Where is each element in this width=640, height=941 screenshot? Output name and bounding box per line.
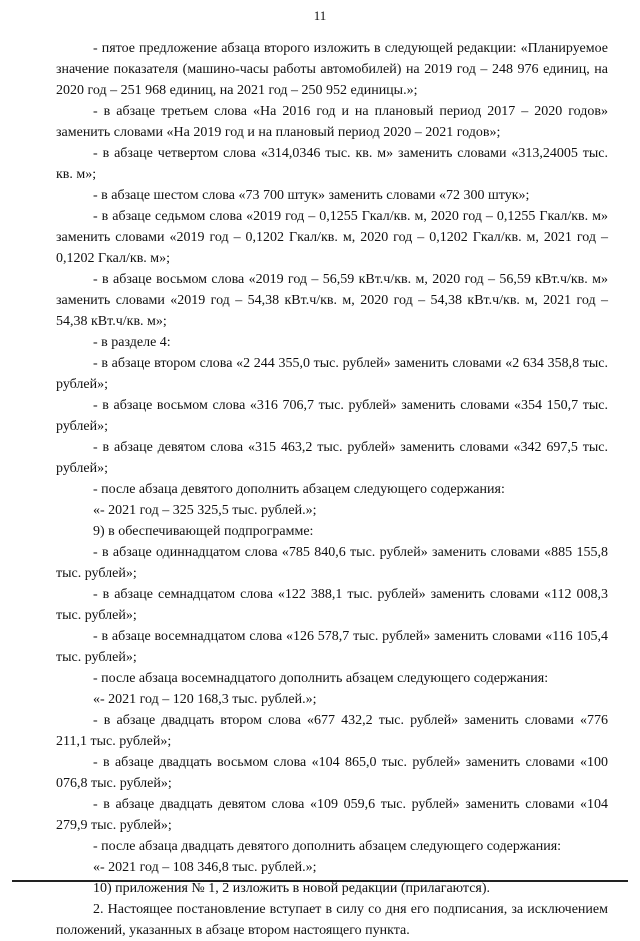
paragraph-3: - в абзаце четвертом слова «314,0346 тыс. кв. м» заменить словами «313,24005 тыс. кв. м»;: [56, 146, 608, 182]
paragraph-23: «- 2021 год – 108 346,8 тыс. рублей.»;: [93, 860, 317, 875]
paragraph-10: - в абзаце девятом слова «315 463,2 тыс. рублей» заменить словами «342 697,5 тыс. рублей»;: [56, 440, 608, 476]
paragraph-1: - пятое предложение абзаца второго изложить в следующей редакции: «Планируемое значение показателя (машино-часы работы автомобилей) на 2019 год – 248 976 единиц, на 2020 год – 251 968 единиц, на 2021 год – 250 952 единицы.»;: [56, 41, 608, 98]
paragraph-21: - в абзаце двадцать девятом слова «109 059,6 тыс. рублей» заменить словами «104 279,9 тыс. рублей»;: [56, 797, 608, 833]
paragraph-15: - в абзаце семнадцатом слова «122 388,1 тыс. рублей» заменить словами «112 008,3 тыс. рублей»;: [56, 587, 608, 623]
footer-divider: [12, 880, 628, 882]
paragraph-19: - в абзаце двадцать втором слова «677 432,2 тыс. рублей» заменить словами «776 211,1 тыс. рублей»;: [56, 713, 608, 749]
document-body: [56, 38, 608, 941]
paragraph-14: - в абзаце одиннадцатом слова «785 840,6 тыс. рублей» заменить словами «885 155,8 тыс. рублей»;: [56, 545, 608, 581]
paragraph-22: - после абзаца двадцать девятого дополнить абзацем следующего содержания:: [93, 839, 562, 854]
page-number: 11: [313, 8, 327, 23]
paragraph-6: - в абзаце восьмом слова «2019 год – 56,59 кВт.ч/кв. м, 2020 год – 56,59 кВт.ч/кв. м» заменить словами «2019 год – 54,38 кВт.ч/кв. м, 2020 год – 54,38 кВт.ч/кв. м, 2021 год – 54,38 кВт.ч/кв. м»;: [56, 272, 608, 329]
paragraph-2: - в абзаце третьем слова «На 2016 год и на плановый период 2017 – 2020 годов» заменить словами «На 2019 год и на плановый период 2020 – 2021 годов»;: [56, 104, 608, 140]
paragraph-18: «- 2021 год – 120 168,3 тыс. рублей.»;: [93, 692, 317, 707]
paragraph-20: - в абзаце двадцать восьмом слова «104 865,0 тыс. рублей» заменить словами «100 076,8 тыс. рублей»;: [56, 755, 608, 791]
paragraph-25: 2. Настоящее постановление вступает в силу со дня его подписания, за исключением положений, указанных в абзаце втором настоящего пункта.: [56, 902, 608, 938]
paragraph-11: - после абзаца девятого дополнить абзацем следующего содержания:: [93, 482, 505, 497]
paragraph-12: «- 2021 год – 325 325,5 тыс. рублей.»;: [93, 503, 317, 518]
paragraph-4: - в абзаце шестом слова «73 700 штук» заменить словами «72 300 штук»;: [93, 188, 530, 203]
paragraph-9: - в абзаце восьмом слова «316 706,7 тыс. рублей» заменить словами «354 150,7 тыс. рублей»;: [56, 398, 608, 434]
paragraph-7: - в разделе 4:: [93, 335, 171, 350]
paragraph-24: 10) приложения № 1, 2 изложить в новой редакции (прилагаются).: [93, 881, 491, 896]
paragraph-13: 9) в обеспечивающей подпрограмме:: [93, 524, 314, 539]
paragraph-5: - в абзаце седьмом слова «2019 год – 0,1255 Гкал/кв. м, 2020 год – 0,1255 Гкал/кв. м» заменить словами «2019 год – 0,1202 Гкал/кв. м, 2020 год – 0,1202 Гкал/кв. м, 2021 год – 0,1202 Гкал/кв. м»;: [56, 209, 608, 266]
paragraph-17: - после абзаца восемнадцатого дополнить абзацем следующего содержания:: [93, 671, 549, 686]
paragraph-8: - в абзаце втором слова «2 244 355,0 тыс. рублей» заменить словами «2 634 358,8 тыс. рублей»;: [56, 356, 608, 392]
paragraph-16: - в абзаце восемнадцатом слова «126 578,7 тыс. рублей» заменить словами «116 105,4 тыс. рублей»;: [56, 629, 608, 665]
